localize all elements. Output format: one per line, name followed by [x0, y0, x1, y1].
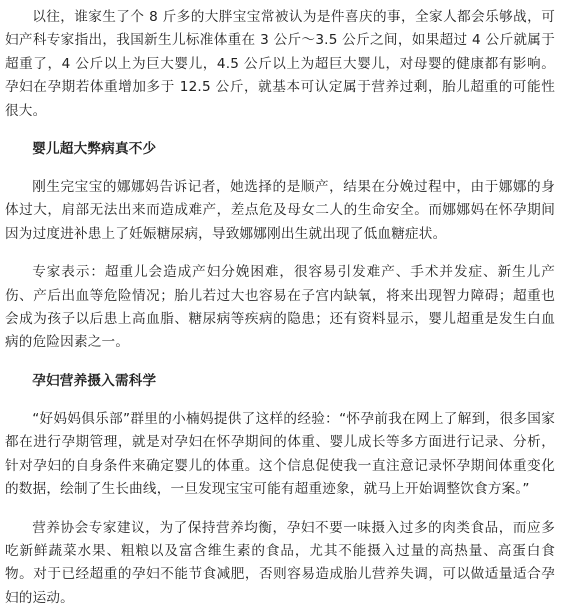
paragraph-case-story: 刚生完宝宝的娜娜妈告诉记者，她选择的是顺产，结果在分娩过程中，由于娜娜的身体过大，肩部无法出来而造成难产，差点危及母女二人的生命安全。而娜娜妈在怀孕期间因为过度进补患上了妊娠糖尿病，导致娜娜刚出生就出现了低血糖症状。	[5, 176, 555, 246]
paragraph-club-experience: “好妈妈俱乐部”群里的小楠妈提供了这样的经验：“怀孕前我在网上了解到，很多国家都在进行孕期管理，就是对孕妇在怀孕期间的体重、婴儿成长等多方面进行记录、分析，针对孕妇的自身条件来确定婴儿的体重。这个信息促使我一直注意记录怀孕期间体重变化的数据，绘制了生长曲线，一旦发现宝宝可能有超重迹象，就马上开始调整饮食方案。”	[5, 408, 555, 502]
paragraph-gap	[5, 161, 555, 176]
paragraph-gap	[5, 355, 555, 370]
paragraph-expert-view: 专家表示：超重儿会造成产妇分娩困难，很容易引发难产、手术并发症、新生儿产伤、产后出血等危险情况；胎儿若过大也容易在子宫内缺氧，将来出现智力障碍；超重也会成为孩子以后患上高血脂、糖尿病等疾病的隐患；还有资料显示，婴儿超重是发生白血病的危险因素之一。	[5, 261, 555, 355]
section-heading-nutrition: 孕妇营养摄入需科学	[5, 370, 555, 393]
paragraph-gap	[5, 246, 555, 261]
paragraph-gap	[5, 393, 555, 408]
paragraph-nutrition-advice: 营养协会专家建议，为了保持营养均衡，孕妇不要一味摄入过多的肉类食品，而应多吃新鲜蔬菜水果、粗粮以及富含维生素的食品，尤其不能摄入过量的高热量、高蛋白食物。对于已经超重的孕妇不能节食减肥，否则容易造成胎儿营养失调，可以做适量适合孕妇的运动。	[5, 517, 555, 610]
section-heading-oversize-harms: 婴儿超大弊病真不少	[5, 138, 555, 161]
paragraph-gap	[5, 123, 555, 138]
paragraph-intro: 以往，谁家生了个 8 斤多的大胖宝宝常被认为是件喜庆的事，全家人都会乐够战，可妇产科专家指出，我国新生儿标准体重在 3 公斤～3.5 公斤之间，如果超过 4 公斤就属于超重了，4 公斤以上为巨大婴儿，4.5 公斤以上为超巨大婴儿，对母婴的健康都有影响。孕妇在孕期若体重增加多于 12.5 公斤，就基本可认定属于营养过剩，胎儿超重的可能性很大。	[5, 6, 555, 123]
paragraph-gap	[5, 502, 555, 517]
